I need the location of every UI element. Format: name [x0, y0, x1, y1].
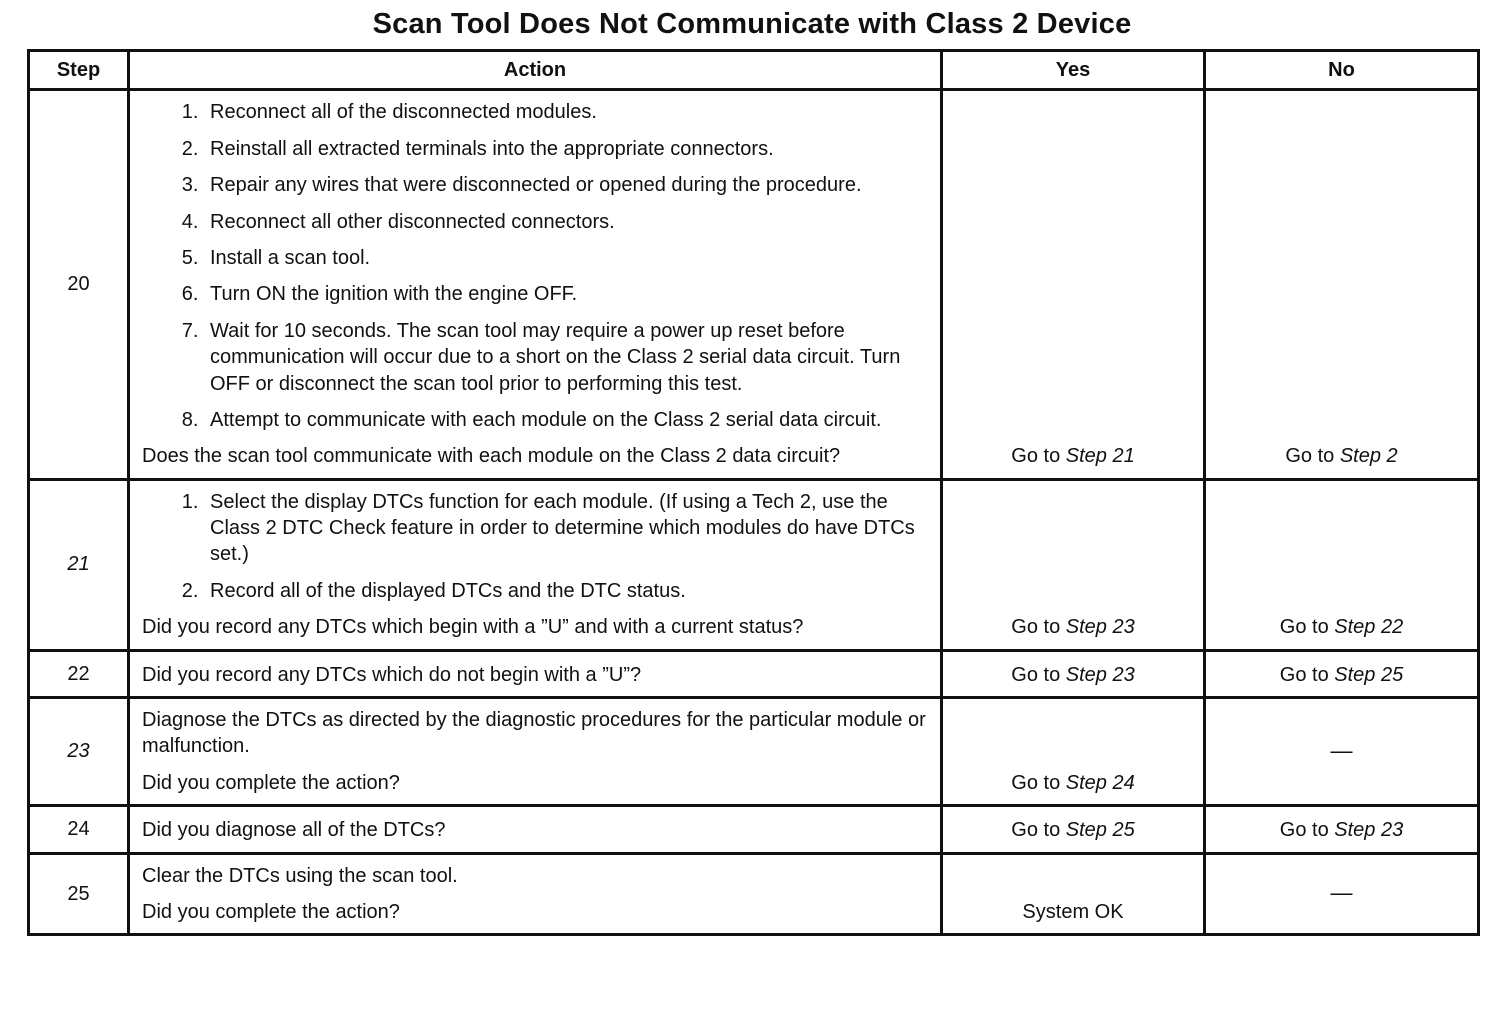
table-row: [29, 806, 1479, 853]
no-cell: [1205, 650, 1479, 697]
table-row: [29, 650, 1479, 697]
header-step: Step: [29, 51, 129, 90]
table-row: [29, 90, 1479, 479]
action-cell: [129, 806, 942, 853]
yes-cell: [942, 479, 1205, 650]
yes-cell: [942, 698, 1205, 806]
action-question: Does the scan tool communicate with each module on the Class 2 data circuit?: [142, 445, 841, 468]
no-answer: —: [1330, 738, 1353, 764]
action-list: [142, 489, 926, 605]
table-row: [29, 853, 1479, 935]
yes-cell: [942, 650, 1205, 697]
no-cell: [1205, 806, 1479, 853]
no-cell: [1205, 853, 1479, 935]
action-statement: Diagnose the DTCs as directed by the diagnostic procedures for the particular module or malfunction.: [142, 709, 926, 758]
no-answer: —: [1330, 880, 1353, 906]
table-row: [29, 479, 1479, 650]
table-row: [29, 698, 1479, 806]
yes-answer: Go to Step 24: [1011, 771, 1135, 794]
step-number: 20: [29, 90, 129, 479]
action-question: Did you complete the action?: [142, 900, 400, 923]
header-action: Action: [129, 51, 942, 90]
step-number: 21: [29, 479, 129, 650]
action-item: 1. Select the display DTCs function for each module. (If using a Tech 2, use the Class 2 DTC Check feature in order to determine which modules do have DTCs set.): [204, 489, 926, 568]
action-item: 8. Attempt to communicate with each module on the Class 2 serial data circuit.: [204, 407, 926, 433]
yes-cell: [942, 90, 1205, 479]
no-cell: [1205, 698, 1479, 806]
no-answer: Go to Step 2: [1285, 445, 1398, 468]
yes-answer: Go to Step 21: [1011, 445, 1135, 468]
action-question: Did you record any DTCs which do not begin with a ”U”?: [142, 663, 642, 686]
yes-answer: Go to Step 23: [1011, 616, 1135, 639]
action-item: 7. Wait for 10 seconds. The scan tool may require a power up reset before communication will occur due to a short on the Class 2 serial data circuit. Turn OFF or disconnect the scan tool prior to performing this test.: [204, 318, 926, 397]
step-number: 24: [29, 806, 129, 853]
yes-answer: Go to Step 25: [1011, 819, 1135, 842]
header-no: No: [1205, 51, 1479, 90]
yes-answer: System OK: [1022, 900, 1124, 923]
page-title: Scan Tool Does Not Communicate with Class 2 Device: [372, 8, 1132, 40]
no-cell: [1205, 90, 1479, 479]
action-item: 5. Install a scan tool.: [204, 245, 926, 271]
diagnostic-table: [27, 49, 1480, 936]
action-item: 2. Record all of the displayed DTCs and the DTC status.: [204, 578, 926, 604]
action-item: 4. Reconnect all other disconnected connectors.: [204, 209, 926, 235]
yes-answer: Go to Step 23: [1011, 663, 1135, 686]
header-row: [29, 51, 1479, 90]
action-question: Did you record any DTCs which begin with a ”U” and with a current status?: [142, 616, 804, 639]
table-body: [29, 90, 1479, 935]
step-number: 22: [29, 650, 129, 697]
action-statement: Clear the DTCs using the scan tool.: [142, 864, 458, 887]
action-cell: [129, 479, 942, 650]
action-list: [142, 99, 926, 433]
no-answer: Go to Step 23: [1279, 819, 1404, 842]
action-item: 2. Reinstall all extracted terminals into the appropriate connectors.: [204, 136, 926, 162]
no-answer: Go to Step 25: [1279, 663, 1404, 686]
step-number: 23: [29, 698, 129, 806]
action-item: 3. Repair any wires that were disconnected or opened during the procedure.: [204, 172, 926, 198]
table-header: [29, 51, 1479, 90]
action-cell: [129, 90, 942, 479]
yes-cell: [942, 853, 1205, 935]
action-cell: [129, 853, 942, 935]
action-item: 6. Turn ON the ignition with the engine OFF.: [204, 281, 926, 307]
action-question: Did you diagnose all of the DTCs?: [142, 819, 446, 842]
no-answer: Go to Step 22: [1279, 616, 1404, 639]
no-cell: [1205, 479, 1479, 650]
action-cell: [129, 698, 942, 806]
step-number: 25: [29, 853, 129, 935]
yes-cell: [942, 806, 1205, 853]
action-question: Did you complete the action?: [142, 771, 400, 794]
header-yes: Yes: [942, 51, 1205, 90]
action-cell: [129, 650, 942, 697]
action-item: 1. Reconnect all of the disconnected modules.: [204, 99, 926, 125]
